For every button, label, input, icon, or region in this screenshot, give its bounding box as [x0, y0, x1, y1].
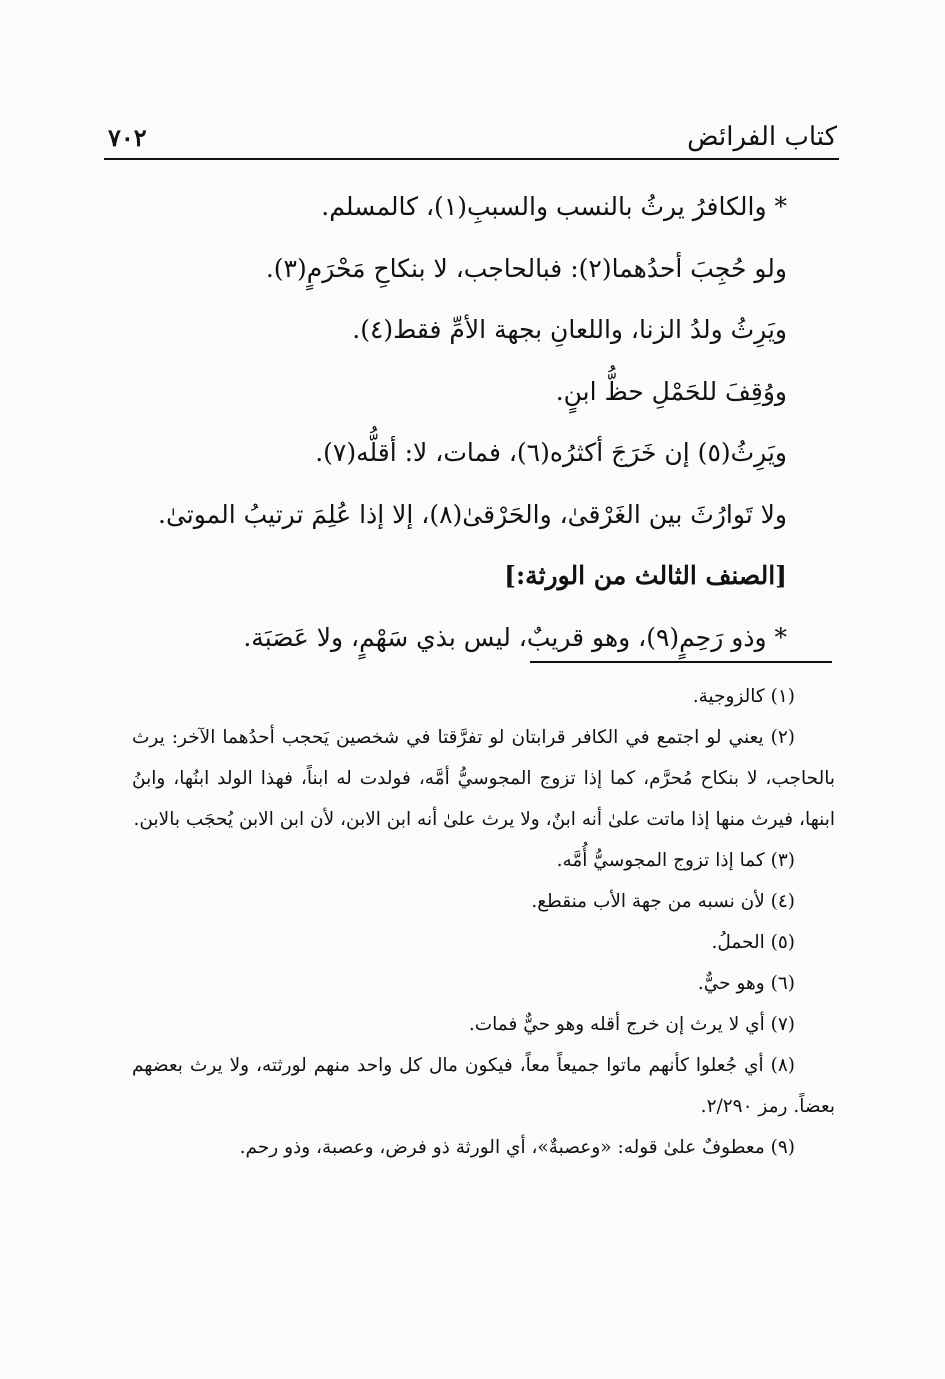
header-rule [104, 158, 839, 160]
footnote: (٧) أي لا يرث إن خرج أقله وهو حيٌّ فمات. [468, 1014, 795, 1035]
header-title: كتاب الفرائض [687, 122, 837, 152]
main-line: ولو حُجِبَ أحدُهما(٢): فبالحاجب، لا بنكاحِ مَحْرَمٍ(٣). [265, 253, 787, 283]
page-number: ٧٠٢ [108, 123, 147, 152]
footnote: (١) كالزوجية. [692, 686, 795, 707]
main-text [150, 176, 787, 668]
main-line: * والكافرُ يرثُ بالنسب والسببِ(١)، كالمسلم. [321, 192, 787, 221]
main-line: ويَرِثُ ولدُ الزنا، واللعانِ بجهة الأمِّ فقط(٤). [352, 315, 787, 344]
main-line: ويَرِثُ(٥) إن خَرَجَ أكثرُه(٦)، فمات، لا: أقلُّه(٧). [315, 438, 787, 467]
footnote: (٥) الحملُ. [711, 932, 795, 953]
footnote: (٨) أي جُعلوا كأنهم ماتوا جميعاً معاً، فيكون مال كل واحد منهم لورثته، ولا يرث بعضهم بعضاً. رمز ٢/٢٩٠. [132, 1055, 835, 1117]
main-line: ولا تَوارُثَ بين الغَرْقىٰ، والحَرْقىٰ(٨)، إلا إذا عُلِمَ ترتيبُ الموتىٰ. [158, 499, 787, 529]
page-header [108, 108, 837, 152]
footnote: (٢) يعني لو اجتمع في الكافر قرابتان لو تفرَّقتا في شخصين يَحجب أحدُهما الآخر: يرث بالحاجب، لا بنكاح مُحرَّم، كما إذا تزوج المجوسيُّ أمَّه، فولدت له ابناً، فهذا الولد ابنُها، وابنُ ابنها، فيرث منها إذا ماتت علىٰ أنه ابنٌ، ولا يرث علىٰ أنه ابن الابن، لأن ابن الابن يُحجَب بالابن. [132, 727, 835, 830]
section-heading: [الصنف الثالث من الورثة:] [504, 561, 787, 590]
footnote: (٩) معطوفٌ علىٰ قوله: «وعصبةٌ»، أي الورثة ذو فرض، وعصبة، وذو رحم. [239, 1137, 795, 1158]
footnotes [132, 676, 835, 1168]
footnote: (٣) كما إذا تزوج المجوسيُّ أُمَّه. [556, 850, 795, 871]
main-line: ووُقِفَ للحَمْلِ حظُّ ابنٍ. [555, 376, 787, 406]
footnote: (٦) وهو حيٌّ. [697, 973, 795, 994]
footnote-rule [530, 661, 832, 663]
footnote: (٤) لأن نسبه من جهة الأب منقطع. [531, 891, 795, 912]
main-line: * وذو رَحِمٍ(٩)، وهو قريبٌ، ليس بذي سَهْمٍ، ولا عَصَبَة. [243, 622, 787, 652]
